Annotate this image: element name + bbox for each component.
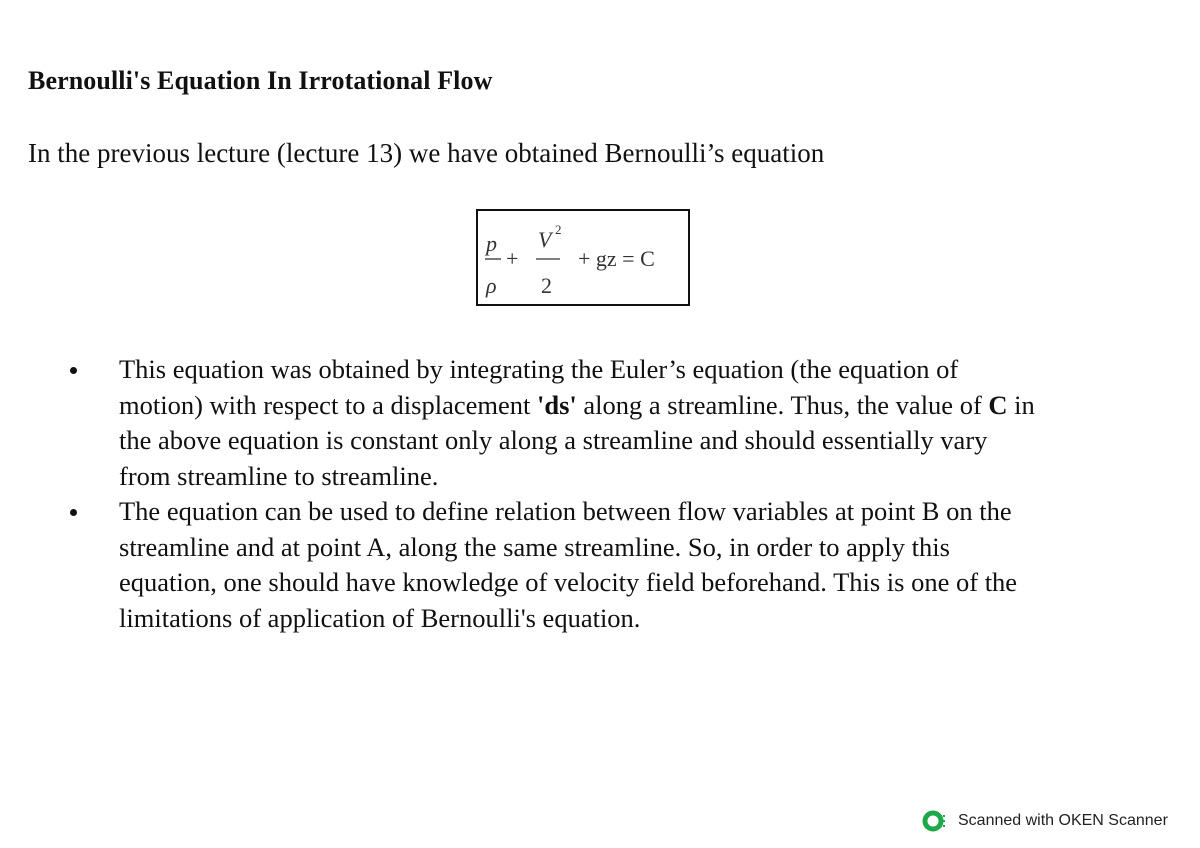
bullet-line: the above equation is constant only along a streamline and should essentially vary bbox=[119, 425, 988, 455]
bullet-item bbox=[0, 352, 1189, 494]
bernoulli-equation bbox=[478, 211, 688, 304]
oken-logo-icon bbox=[922, 810, 948, 832]
bullet-dot-icon bbox=[70, 509, 77, 516]
eq-velocity: V bbox=[538, 227, 552, 252]
eq-exponent: 2 bbox=[555, 222, 562, 237]
bullet-list bbox=[0, 352, 1200, 636]
intro-paragraph: In the previous lecture (lecture 13) we have obtained Bernoulli’s equation bbox=[28, 138, 825, 168]
equation-box bbox=[476, 209, 690, 306]
bullet-line: The equation can be used to define relation between flow variables at point B on the bbox=[119, 496, 1012, 526]
scanner-watermark bbox=[922, 808, 1168, 834]
bullet-line: streamline and at point A, along the same streamline. So, in order to apply this bbox=[119, 531, 950, 562]
bullet-line: equation, one should have knowledge of velocity field beforehand. This is one of the bbox=[119, 567, 1018, 597]
bullet-item bbox=[0, 494, 1189, 636]
eq-density: ρ bbox=[486, 273, 497, 298]
eq-pressure: p bbox=[486, 231, 497, 256]
eq-plus: + bbox=[506, 246, 519, 271]
ds-term: 'ds' bbox=[537, 389, 577, 420]
eq-rest: + gz = C bbox=[578, 246, 655, 271]
eq-denominator: 2 bbox=[541, 273, 552, 298]
constant-c: C bbox=[988, 389, 1008, 420]
watermark-text: Scanned with OKEN Scanner bbox=[958, 812, 1168, 829]
bullet-line: This equation was obtained by integrating the Euler’s equation (the equation of bbox=[119, 354, 959, 384]
bullet-line: motion) with respect to a displacement 'ds' along a streamline. Thus, the value of C in bbox=[119, 389, 1035, 420]
bullet-dot-icon bbox=[70, 367, 77, 374]
bullet-line: limitations of application of Bernoulli's equation. bbox=[119, 602, 641, 633]
bullet-line: from streamline to streamline. bbox=[119, 460, 439, 491]
page-title: Bernoulli's Equation In Irrotational Flow bbox=[28, 66, 493, 95]
